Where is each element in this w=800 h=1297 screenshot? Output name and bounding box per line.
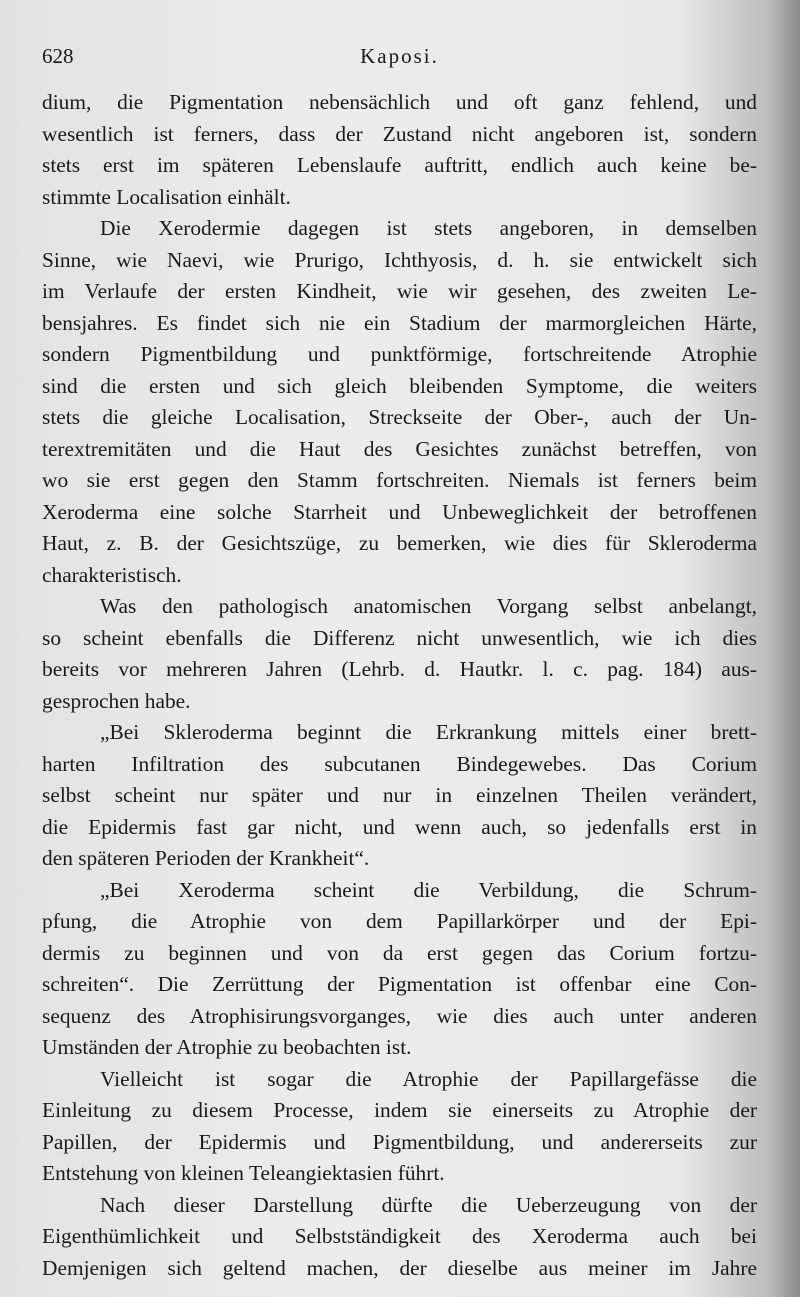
text-line: die Epidermis fast gar nicht, und wenn auch, so jedenfalls erst in: [42, 814, 757, 839]
text-line: Xeroderma eine solche Starrheit und Unbeweglichkeit der betroffenen: [42, 499, 757, 524]
text-line: Einleitung zu diesem Processe, indem sie einerseits zu Atrophie der: [42, 1098, 757, 1122]
text-line: Die Xerodermie dagegen ist stets angeboren, in demselben: [100, 216, 757, 240]
text-line: Haut, z. B. der Gesichtszüge, zu bemerken, wie dies für Skleroderma: [42, 531, 757, 555]
text-line: wesentlich ist ferners, dass der Zustand nicht angeboren ist, sondern: [42, 121, 757, 146]
text-line: gesprochen habe.: [42, 688, 191, 713]
text-line: den späteren Perioden der Krankheit“.: [42, 846, 370, 870]
text-line: selbst scheint nur später und nur in einzelnen Theilen verändert,: [42, 783, 757, 807]
text-line: „Bei Skleroderma beginnt die Erkrankung mittels einer brett-: [100, 720, 757, 744]
text-line: stets erst im späteren Lebenslaufe auftritt, endlich auch keine be-: [42, 153, 757, 177]
text-line: dermis zu beginnen und von da erst gegen das Corium fortzu-: [42, 940, 757, 965]
text-line: so scheint ebenfalls die Differenz nicht unwesentlich, wie ich dies: [42, 625, 757, 650]
text-line: harten Infiltration des subcutanen Bindegewebes. Das Corium: [42, 751, 757, 776]
text-line: stets die gleiche Localisation, Streckseite der Ober-, auch der Un-: [42, 405, 757, 429]
text-line: stimmte Localisation einhält.: [42, 184, 291, 209]
text-line: im Verlaufe der ersten Kindheit, wie wir gesehen, des zweiten Le-: [42, 279, 757, 303]
text-line: Entstehung von kleinen Teleangiektasien führt.: [42, 1161, 445, 1185]
running-head: Kaposi.: [360, 44, 439, 68]
text-line: pfung, die Atrophie von dem Papillarkörper und der Epi-: [42, 909, 757, 933]
text-line: „Bei Xeroderma scheint die Verbildung, die Schrum-: [100, 877, 757, 902]
text-line: Vielleicht ist sogar die Atrophie der Papillargefässe die: [100, 1066, 757, 1091]
text-line: sind die ersten und sich gleich bleibenden Symptome, die weiters: [42, 373, 757, 398]
text-line: bereits vor mehreren Jahren (Lehrb. d. Hautkr. l. c. pag. 184) aus-: [42, 657, 757, 681]
page-number: 628: [42, 44, 74, 68]
text-line: Sinne, wie Naevi, wie Prurigo, Ichthyosis, d. h. sie entwickelt sich: [42, 247, 757, 272]
text-line: bensjahres. Es findet sich nie ein Stadium der marmorgleichen Härte,: [42, 310, 757, 335]
text-line: Eigenthümlichkeit und Selbstständigkeit des Xeroderma auch bei: [42, 1224, 757, 1248]
text-line: Was den pathologisch anatomischen Vorgang selbst anbelangt,: [100, 594, 757, 618]
text-line: dium, die Pigmentation nebensächlich und oft ganz fehlend, und: [42, 90, 757, 114]
text-line: terextremitäten und die Haut des Gesichtes zunächst betreffen, von: [42, 436, 757, 461]
text-line: sequenz des Atrophisirungsvorganges, wie dies auch unter anderen: [42, 1003, 757, 1028]
page-header: [42, 44, 757, 74]
text-line: sondern Pigmentbildung und punktförmige, fortschreitende Atrophie: [42, 342, 757, 366]
text-line: schreiten“. Die Zerrüttung der Pigmentation ist offenbar eine Con-: [42, 972, 757, 996]
text-line: Nach dieser Darstellung dürfte die Ueberzeugung von der: [100, 1192, 757, 1217]
text-line: Umständen der Atrophie zu beobachten ist.: [42, 1035, 412, 1059]
text-line: Papillen, der Epidermis und Pigmentbildung, und andererseits zur: [42, 1129, 757, 1154]
text-line: wo sie erst gegen den Stamm fortschreiten. Niemals ist ferners beim: [42, 468, 757, 492]
body-text: [42, 87, 757, 1284]
text-line: charakteristisch.: [42, 562, 182, 587]
text-line: Demjenigen sich geltend machen, der dieselbe aus meiner im Jahre: [42, 1255, 757, 1280]
